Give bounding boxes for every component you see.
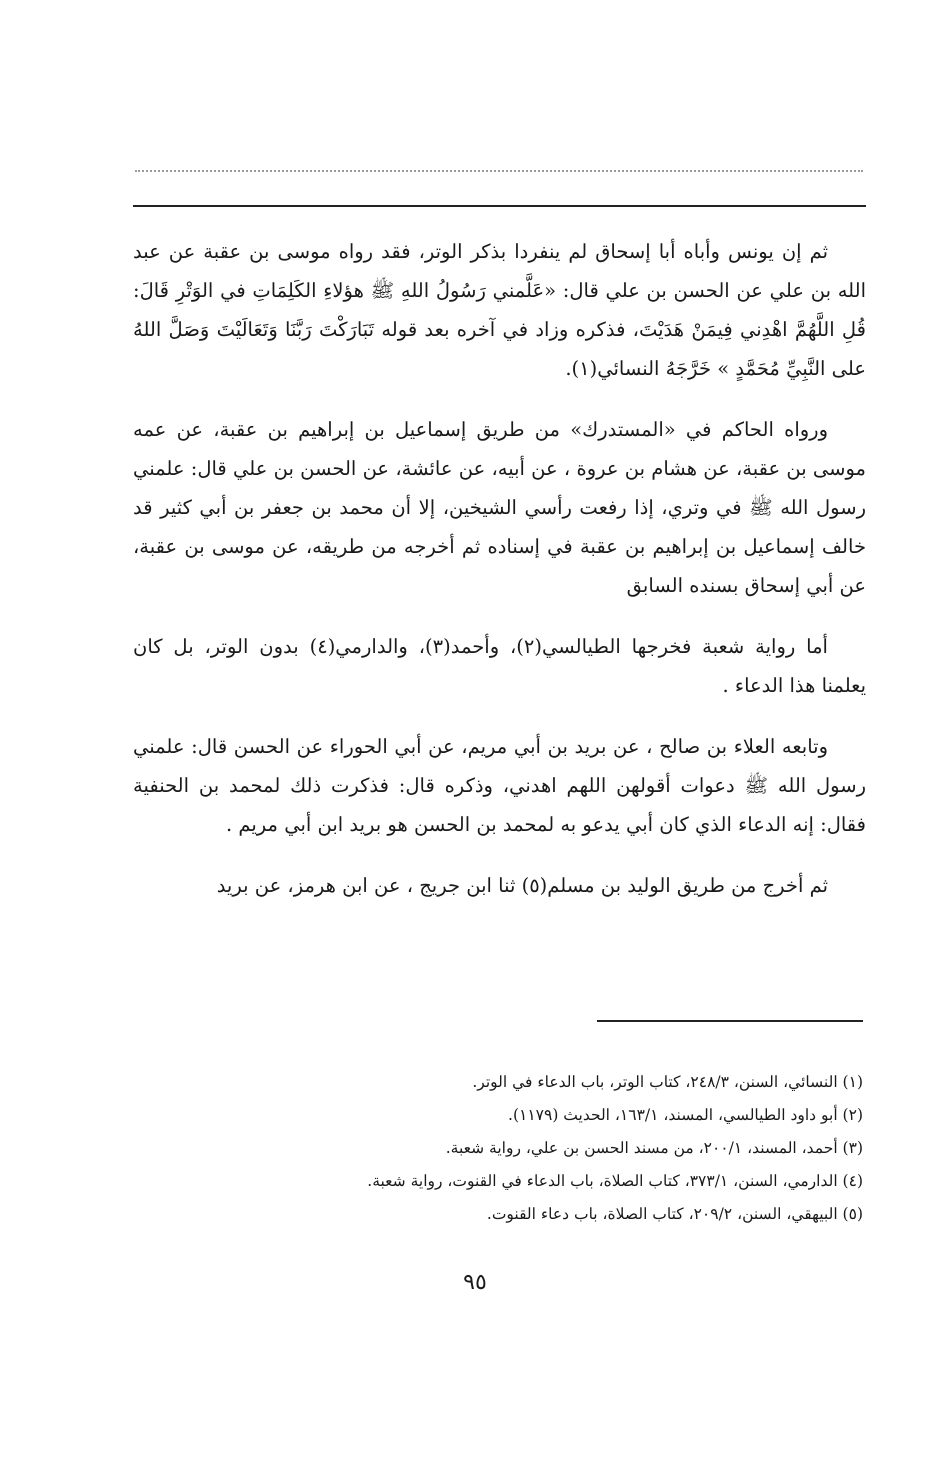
footnote-separator bbox=[597, 1020, 863, 1022]
paragraph: أما رواية شعبة فخرجها الطيالسي(٢)، وأحمد(٣)، والدارمي(٤) بدون الوتر، بل كان يعلمنا هذا الدعاء . bbox=[133, 635, 866, 697]
header-rule bbox=[133, 205, 866, 207]
paragraph: ثم أخرج من طريق الوليد بن مسلم(٥) ثنا ابن جريج ، عن ابن هرمز، عن بريد bbox=[216, 874, 828, 897]
paragraph: وتابعه العلاء بن صالح ، عن بريد بن أبي مريم، عن أبي الحوراء عن الحسن قال: علمني رسول الله ﷺ دعوات أقولهن اللهم اهدني، وذكره قال: فذكرت ذلك لمحمد بن الحنفية فقال: إنه الدعاء الذي كان أبي يدعو به لمحمد بن الحسن هو بريد ابن أبي مريم . bbox=[133, 735, 866, 836]
paragraph: ورواه الحاكم في «المستدرك» من طريق إسماعيل بن إبراهيم بن عقبة، عن عمه موسى بن عقبة، عن هشام بن عروة ، عن أبيه، عن عائشة، عن الحسن بن علي قال: علمني رسول الله ﷺ في وتري، إذا رفعت رأسي الشيخين، إلا أن محمد بن جعفر بن أبي كثير قد خالف إسماعيل بن إبراهيم بن عقبة في إسناده ثم أخرجه من طريقه، عن موسى بن عقبة، عن أبي إسحاق بسنده السابق bbox=[133, 418, 866, 597]
paragraph: ثم إن يونس وأباه أبا إسحاق لم ينفردا بذكر الوتر، فقد رواه موسى بن عقبة عن عبد الله بن علي عن الحسن بن علي قال: «عَلَّمني رَسُولُ اللهِ ﷺ هؤلاءِ الكَلِمَاتِ في الوَتْرِ قَالَ: قُلِ اللَّهُمَّ اهْدِني فِيمَنْ هَدَيْتَ، فذكره وزاد في آخره بعد قوله تَبَارَكْتَ رَبَّنَا وَتَعَالَيْتَ وَصَلَّ اللهُ على النَّبِيِّ مُحَمَّدٍ » خَرَّجَهُ النسائي(١). bbox=[133, 240, 866, 380]
footnote-item: (١) النسائي، السنن، ٢٤٨/٣، كتاب الوتر، باب الدعاء في الوتر. bbox=[472, 1073, 863, 1091]
footnote-item: (٣) أحمد، المسند، ٢٠٠/١، من مسند الحسن بن علي، رواية شعبة. bbox=[445, 1139, 863, 1157]
footnote-item: (٤) الدارمي، السنن، ٣٧٣/١، كتاب الصلاة، باب الدعاء في القنوت، رواية شعبة. bbox=[367, 1172, 863, 1190]
footnote-item: (٥) البيهقي، السنن، ٢٠٩/٢، كتاب الصلاة، باب دعاء القنوت. bbox=[486, 1205, 863, 1223]
footnote-item: (٢) أبو داود الطيالسي، المسند، ١٦٣/١، الحديث (١١٧٩). bbox=[508, 1106, 863, 1124]
footnotes bbox=[200, 1066, 863, 1231]
header-dotted-rule bbox=[135, 170, 863, 172]
page-number: ٩٥ bbox=[463, 1270, 487, 1295]
main-text bbox=[133, 232, 866, 927]
